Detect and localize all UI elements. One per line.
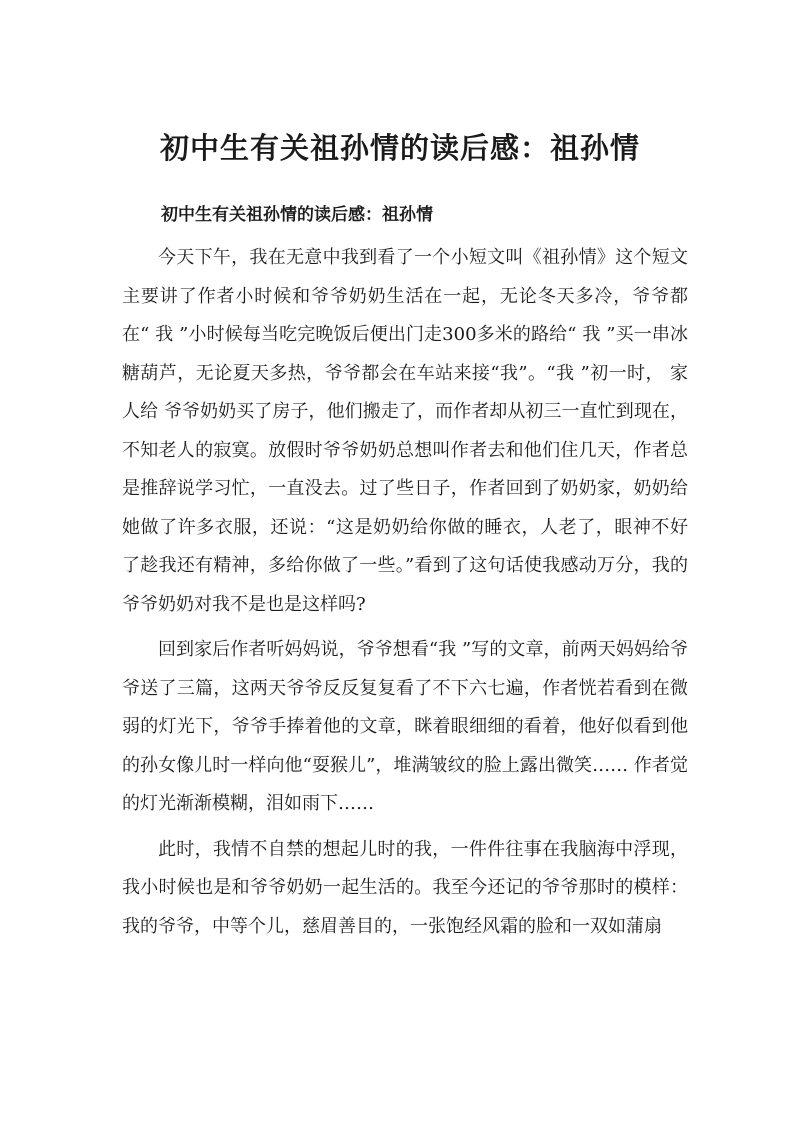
paragraph-1: 今天下午，我在无意中我到看了一个小短文叫《祖孙情》这个短文主要讲了作者小时候和爷爷奶奶生活在一起，无论冬天多冷，爷爷都在“ 我 ”小时候每当吃完晚饭后便出门走300多米的路给“ 我 ”买一串冰糖葫芦，无论夏天多热，爷爷都会在车站来接“我”。“我 ”初一时， 家人给 爷爷奶奶买了房子，他们搬走了，而作者却从初三一直忙到现在，不知老人的寂寞。放假时爷爷奶奶总想叫作者去和他们住几天，作者总是推辞说学习忙，一直没去。过了些日子，作者回到了奶奶家，奶奶给她做了许多衣服，还说：“这是奶奶给你做的睡衣，人老了，眼神不好了趁我还有精神，多给你做了一些。”看到了这句话使我感动万分，我的爷爷奶奶对我不是也是这样吗? — [122, 247, 688, 615]
page-title: 初中生有关祖孙情的读后感：祖孙情 — [159, 131, 640, 165]
section-heading: 初中生有关祖孙情的读后感：祖孙情 — [161, 205, 433, 225]
paragraph-2: 回到家后作者听妈妈说，爷爷想看“我 ”写的文章，前两天妈妈给爷爷送了三篇，这两天爷爷反反复复看了不下六七遍，作者恍若看到在微弱的灯光下，爷爷手捧着他的文章，眯着眼细细的看着，他好似看到他的孙女像儿时一样向他“耍猴儿”，堆满皱纹的脸上露出微笑…… 作者觉的灯光渐渐模糊，泪如雨下…… — [122, 639, 688, 814]
article-body — [122, 239, 688, 946]
paragraph-3: 此时，我情不自禁的想起儿时的我，一件件往事在我脑海中浮现，我小时候也是和爷爷奶奶一起生活的。我至今还记的爷爷那时的模样：我的爷爷，中等个儿，慈眉善目的，一张饱经风霜的脸和一双如蒲扇 — [122, 838, 688, 937]
